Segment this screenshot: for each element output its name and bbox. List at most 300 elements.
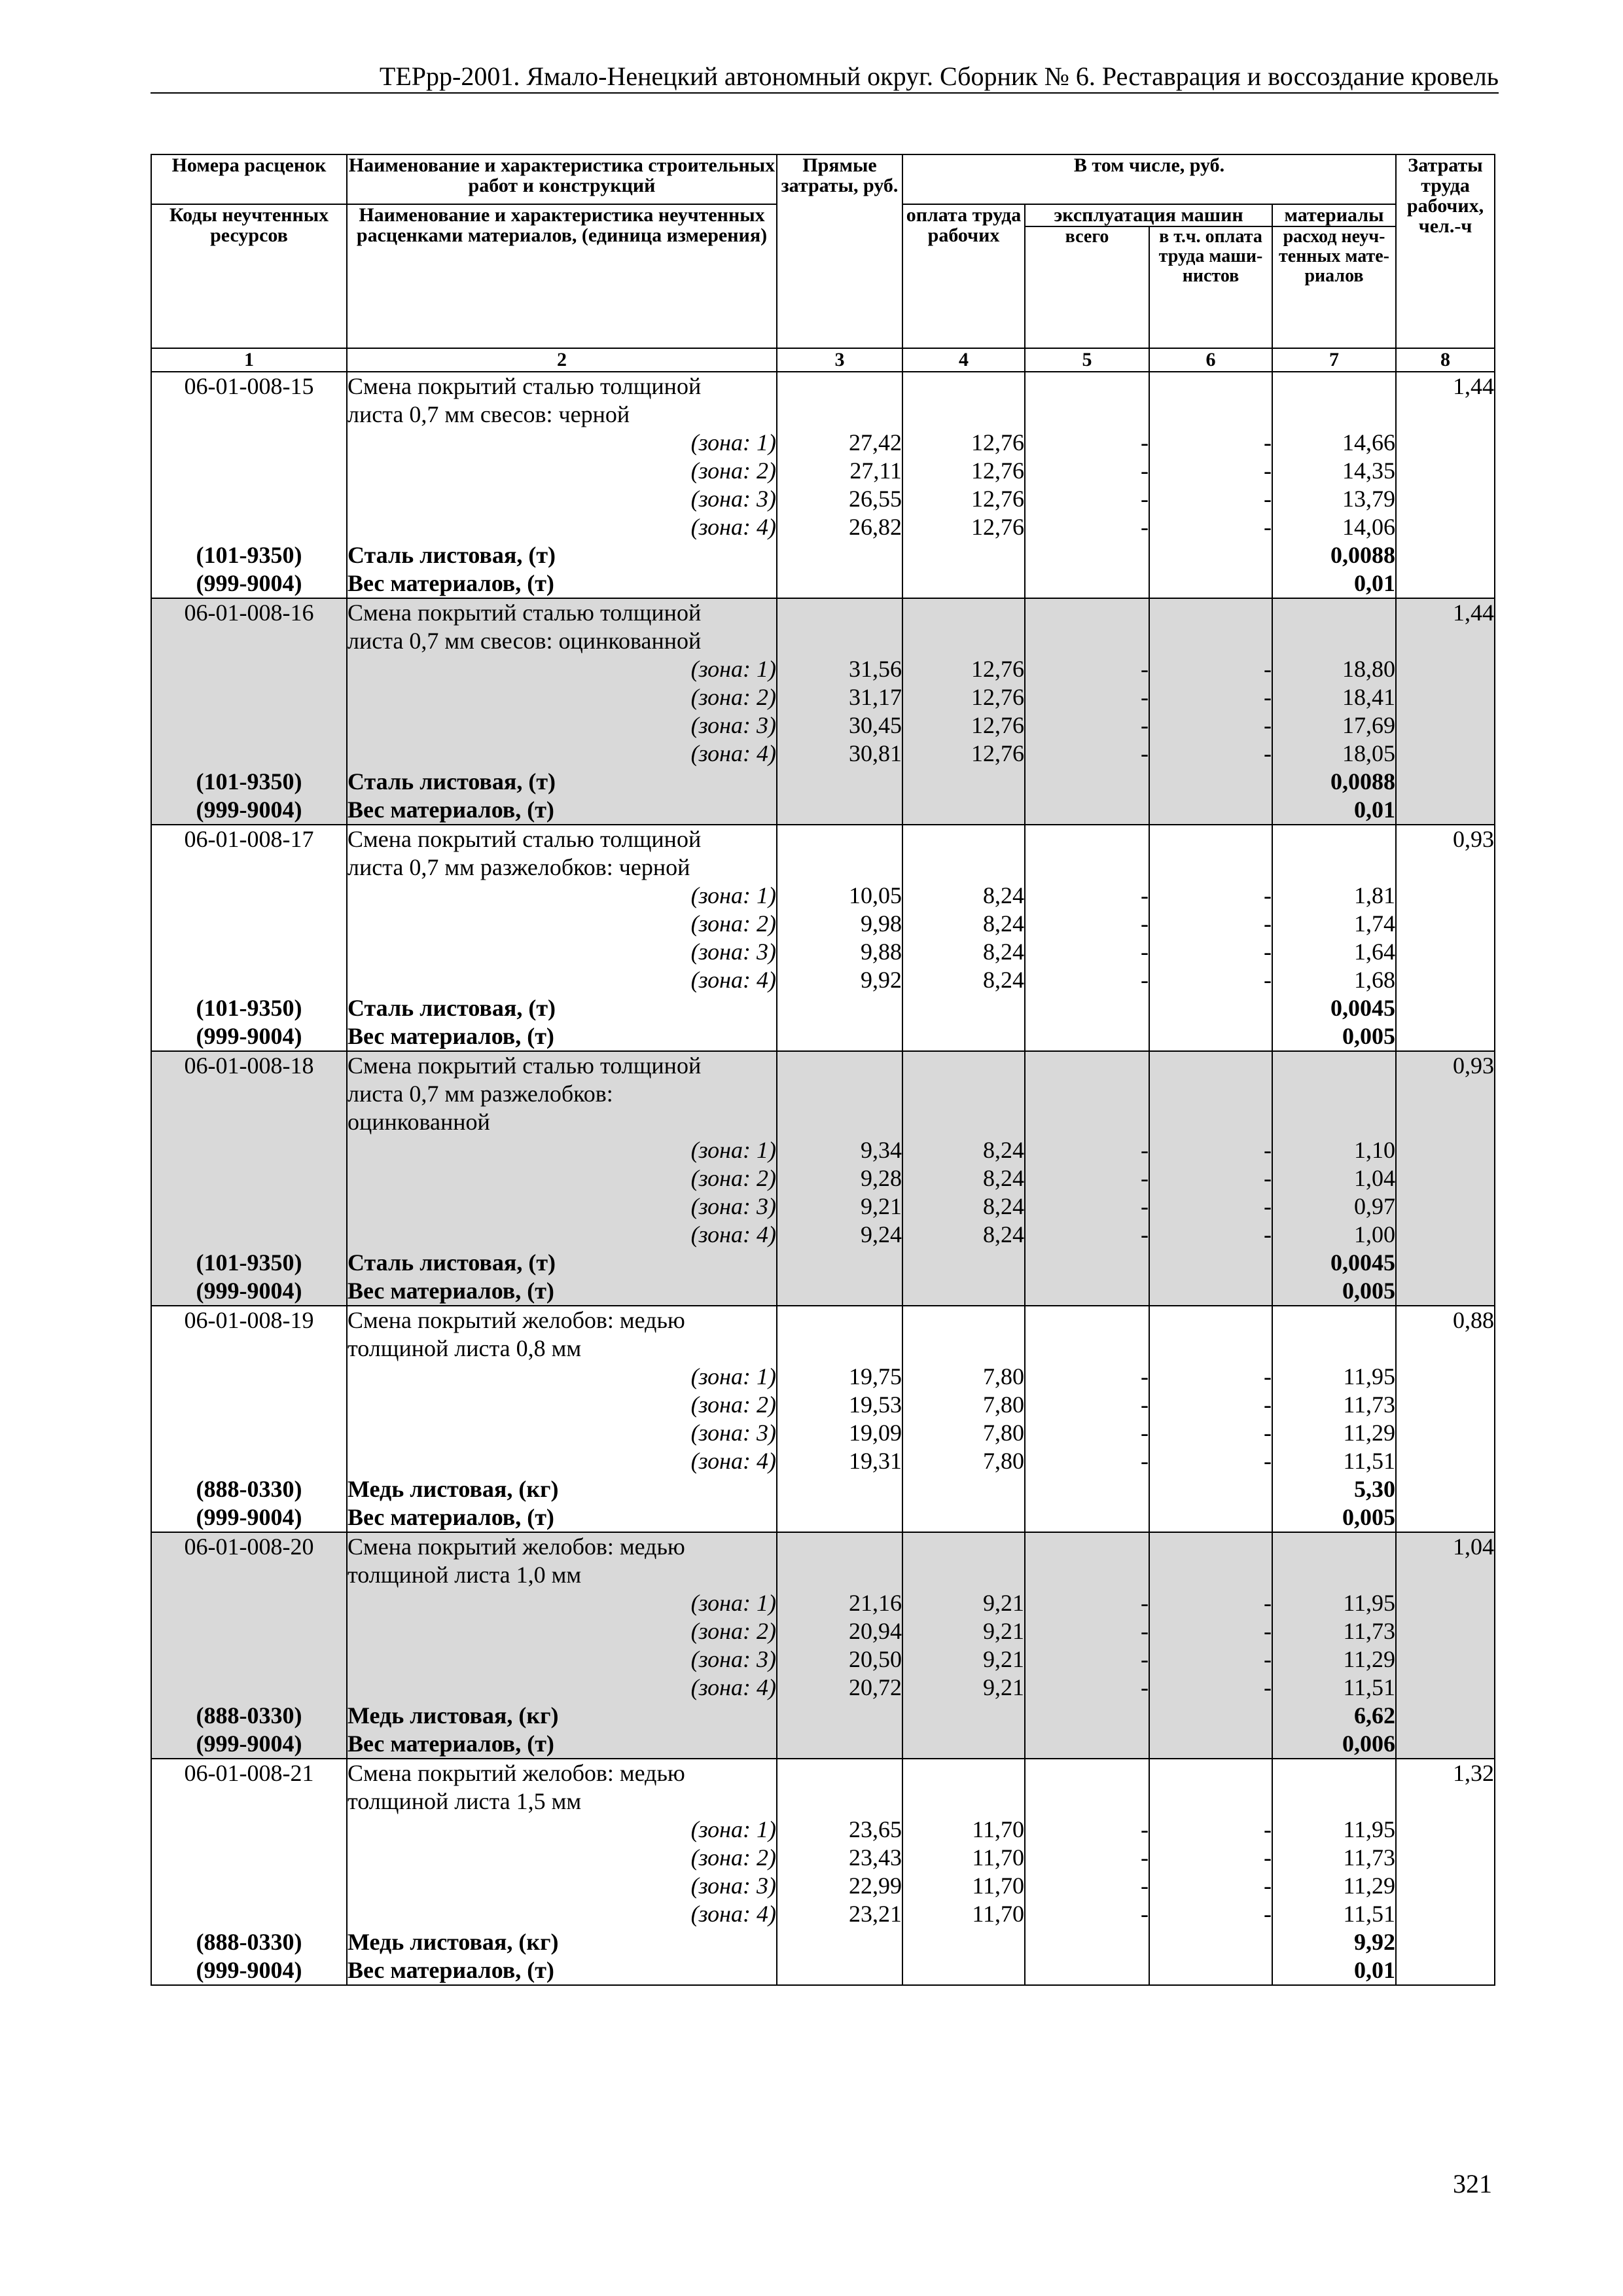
wages-cost: 8,24 (902, 966, 1025, 994)
machines-cost: - (1025, 1617, 1149, 1645)
zone-label: (зона: 4) (347, 513, 777, 541)
rate-description-line: Смена покрытий сталью толщиной (347, 372, 777, 401)
empty-cell (1025, 1532, 1149, 1561)
machinist-wages: - (1149, 740, 1272, 768)
materials-cost: 14,06 (1272, 513, 1396, 541)
resource-consumption: 0,01 (1272, 796, 1396, 825)
zone-label: (зона: 4) (347, 1447, 777, 1475)
machinist-wages: - (1149, 711, 1272, 740)
zone-label: (зона: 3) (347, 1419, 777, 1447)
empty-cell (1396, 1503, 1495, 1532)
direct-cost: 27,42 (777, 429, 902, 457)
empty-cell (1149, 372, 1272, 401)
header-machines-total: всего (1025, 226, 1149, 348)
wages-cost: 8,24 (902, 882, 1025, 910)
table-row (151, 401, 1495, 429)
empty-cell (1396, 938, 1495, 966)
empty-cell (777, 1475, 902, 1503)
direct-cost: 20,50 (777, 1645, 902, 1674)
rate-description-line: Смена покрытий желобов: медью (347, 1532, 777, 1561)
empty-cell (1149, 627, 1272, 655)
empty-cell (777, 1080, 902, 1108)
column-number: 7 (1272, 348, 1396, 372)
resource-consumption: 0,0088 (1272, 541, 1396, 569)
wages-cost: 9,21 (902, 1645, 1025, 1674)
empty-cell (1272, 853, 1396, 882)
empty-cell (1149, 1335, 1272, 1363)
materials-cost: 11,73 (1272, 1844, 1396, 1872)
materials-cost: 11,29 (1272, 1419, 1396, 1447)
rate-code: 06-01-008-20 (151, 1532, 347, 1561)
empty-cell (1396, 401, 1495, 429)
resource-consumption: 0,0088 (1272, 768, 1396, 796)
resource-code: (999-9004) (151, 1730, 347, 1759)
empty-cell (1149, 1249, 1272, 1277)
table-row (151, 711, 1495, 740)
empty-cell (902, 1306, 1025, 1335)
empty-cell (902, 1928, 1025, 1956)
empty-cell (902, 1475, 1025, 1503)
machines-cost: - (1025, 740, 1149, 768)
resource-code: (888-0330) (151, 1475, 347, 1503)
machines-cost: - (1025, 429, 1149, 457)
empty-cell (151, 1391, 347, 1419)
header-resource-codes: Коды неучтенных ресурсов (151, 204, 347, 348)
machinist-wages: - (1149, 429, 1272, 457)
materials-cost: 11,95 (1272, 1589, 1396, 1617)
empty-cell (902, 1022, 1025, 1051)
empty-cell (1149, 825, 1272, 853)
materials-cost: 11,51 (1272, 1674, 1396, 1702)
empty-cell (1396, 485, 1495, 513)
empty-cell (151, 1787, 347, 1816)
empty-cell (1149, 569, 1272, 598)
wages-cost: 7,80 (902, 1391, 1025, 1419)
empty-cell (1272, 825, 1396, 853)
header-direct-costs: Прямые затраты, руб. (777, 154, 902, 348)
empty-cell (1272, 1759, 1396, 1787)
machinist-wages: - (1149, 1816, 1272, 1844)
empty-cell (902, 1730, 1025, 1759)
empty-cell (1396, 1022, 1495, 1051)
materials-cost: 1,68 (1272, 966, 1396, 994)
direct-cost: 30,45 (777, 711, 902, 740)
resource-name: Вес материалов, (т) (347, 796, 777, 825)
resource-code: (999-9004) (151, 1022, 347, 1051)
empty-cell (1396, 627, 1495, 655)
empty-cell (1396, 1447, 1495, 1475)
table-row (151, 485, 1495, 513)
machines-cost: - (1025, 1193, 1149, 1221)
machinist-wages: - (1149, 1136, 1272, 1164)
wages-cost: 12,76 (902, 485, 1025, 513)
table-row (151, 1702, 1495, 1730)
direct-cost: 9,92 (777, 966, 902, 994)
table-row (151, 1816, 1495, 1844)
rate-code: 06-01-008-15 (151, 372, 347, 401)
direct-cost: 26,82 (777, 513, 902, 541)
empty-cell (777, 1928, 902, 1956)
wages-cost: 8,24 (902, 1221, 1025, 1249)
empty-cell (1396, 1956, 1495, 1985)
empty-cell (777, 1730, 902, 1759)
header-unaccounted-materials: расход неуч-тенных мате-риалов (1272, 226, 1396, 348)
rate-description-line: Смена покрытий сталью толщиной (347, 598, 777, 627)
empty-cell (777, 1335, 902, 1363)
empty-cell (1149, 1503, 1272, 1532)
table-row (151, 1447, 1495, 1475)
empty-cell (1396, 1645, 1495, 1674)
materials-cost: 1,00 (1272, 1221, 1396, 1249)
empty-cell (1396, 853, 1495, 882)
direct-cost: 19,31 (777, 1447, 902, 1475)
empty-cell (151, 1900, 347, 1928)
empty-cell (151, 1816, 347, 1844)
empty-cell (902, 1532, 1025, 1561)
machinist-wages: - (1149, 1872, 1272, 1900)
direct-cost: 9,88 (777, 938, 902, 966)
machinist-wages: - (1149, 1221, 1272, 1249)
header-labor: Затраты труда рабочих, чел.-ч (1396, 154, 1495, 348)
materials-cost: 1,04 (1272, 1164, 1396, 1193)
materials-cost: 0,97 (1272, 1193, 1396, 1221)
empty-cell (151, 401, 347, 429)
empty-cell (1396, 994, 1495, 1022)
direct-cost: 9,98 (777, 910, 902, 938)
wages-cost: 7,80 (902, 1447, 1025, 1475)
materials-cost: 1,74 (1272, 910, 1396, 938)
table-row (151, 1193, 1495, 1221)
empty-cell (1025, 1759, 1149, 1787)
empty-cell (1396, 1363, 1495, 1391)
empty-cell (1149, 1080, 1272, 1108)
column-number: 1 (151, 348, 347, 372)
machinist-wages: - (1149, 1193, 1272, 1221)
zone-label: (зона: 4) (347, 1221, 777, 1249)
table-row (151, 1335, 1495, 1363)
wages-cost: 11,70 (902, 1900, 1025, 1928)
table-row (151, 1164, 1495, 1193)
materials-cost: 17,69 (1272, 711, 1396, 740)
direct-cost: 26,55 (777, 485, 902, 513)
table-row (151, 1391, 1495, 1419)
wages-cost: 11,70 (902, 1816, 1025, 1844)
empty-cell (1025, 1335, 1149, 1363)
empty-cell (1025, 1108, 1149, 1136)
page-number: 321 (1453, 2169, 1492, 2198)
empty-cell (1272, 627, 1396, 655)
empty-cell (1396, 1900, 1495, 1928)
page-header-title: ТЕРрр-2001. Ямало-Ненецкий автономный округ. Сборник № 6. Реставрация и воссоздание кровель (379, 62, 1499, 91)
table-row (151, 768, 1495, 796)
empty-cell (151, 910, 347, 938)
empty-cell (1025, 401, 1149, 429)
machinist-wages: - (1149, 1391, 1272, 1419)
rate-code: 06-01-008-16 (151, 598, 347, 627)
table-row (151, 1136, 1495, 1164)
empty-cell (1396, 513, 1495, 541)
empty-cell (1025, 1503, 1149, 1532)
direct-cost: 21,16 (777, 1589, 902, 1617)
empty-cell (1272, 1561, 1396, 1589)
resource-consumption: 0,01 (1272, 1956, 1396, 1985)
empty-cell (151, 1617, 347, 1645)
table-row (151, 1532, 1495, 1561)
empty-cell (1272, 1532, 1396, 1561)
resource-code: (999-9004) (151, 1503, 347, 1532)
resource-code: (101-9350) (151, 541, 347, 569)
machinist-wages: - (1149, 1645, 1272, 1674)
machinist-wages: - (1149, 1844, 1272, 1872)
empty-cell (1396, 1080, 1495, 1108)
materials-cost: 11,73 (1272, 1617, 1396, 1645)
table-row (151, 429, 1495, 457)
resource-name: Вес материалов, (т) (347, 1503, 777, 1532)
empty-cell (1396, 541, 1495, 569)
empty-cell (1025, 598, 1149, 627)
empty-cell (151, 882, 347, 910)
empty-cell (902, 1051, 1025, 1080)
machines-cost: - (1025, 457, 1149, 485)
wages-cost: 12,76 (902, 683, 1025, 711)
machinist-wages: - (1149, 1589, 1272, 1617)
resource-name: Медь листовая, (кг) (347, 1702, 777, 1730)
empty-cell (1396, 910, 1495, 938)
empty-cell (1272, 1051, 1396, 1080)
empty-cell (902, 796, 1025, 825)
empty-cell (1396, 1335, 1495, 1363)
zone-label: (зона: 1) (347, 1816, 777, 1844)
wages-cost: 9,21 (902, 1674, 1025, 1702)
machines-cost: - (1025, 1816, 1149, 1844)
empty-cell (1396, 1221, 1495, 1249)
empty-cell (902, 1249, 1025, 1277)
empty-cell (902, 1956, 1025, 1985)
direct-cost: 19,53 (777, 1391, 902, 1419)
empty-cell (777, 401, 902, 429)
rate-description-line: Смена покрытий сталью толщиной (347, 825, 777, 853)
empty-cell (777, 796, 902, 825)
resource-name: Вес материалов, (т) (347, 569, 777, 598)
empty-cell (151, 1419, 347, 1447)
zone-label: (зона: 1) (347, 429, 777, 457)
machinist-wages: - (1149, 655, 1272, 683)
resource-consumption: 0,005 (1272, 1022, 1396, 1051)
empty-cell (151, 1108, 347, 1136)
column-number: 8 (1396, 348, 1495, 372)
materials-cost: 14,35 (1272, 457, 1396, 485)
table-row (151, 372, 1495, 401)
zone-label: (зона: 4) (347, 740, 777, 768)
empty-cell (777, 1249, 902, 1277)
table-row (151, 1108, 1495, 1136)
labor-cost: 0,88 (1396, 1306, 1495, 1335)
empty-cell (777, 1561, 902, 1589)
machines-cost: - (1025, 655, 1149, 683)
table-row (151, 994, 1495, 1022)
empty-cell (1396, 457, 1495, 485)
empty-cell (777, 768, 902, 796)
empty-cell (1025, 1702, 1149, 1730)
empty-cell (1396, 1391, 1495, 1419)
empty-cell (902, 1108, 1025, 1136)
empty-cell (777, 598, 902, 627)
wages-cost: 12,76 (902, 429, 1025, 457)
empty-cell (1396, 1730, 1495, 1759)
wages-cost: 11,70 (902, 1872, 1025, 1900)
empty-cell (1396, 1589, 1495, 1617)
empty-cell (151, 513, 347, 541)
machinist-wages: - (1149, 683, 1272, 711)
rate-code: 06-01-008-21 (151, 1759, 347, 1787)
column-number: 6 (1149, 348, 1272, 372)
direct-cost: 10,05 (777, 882, 902, 910)
header-wages: оплата труда рабочих (902, 204, 1025, 348)
rate-group (151, 372, 1495, 598)
resource-name: Медь листовая, (кг) (347, 1928, 777, 1956)
table-row (151, 1249, 1495, 1277)
materials-cost: 18,41 (1272, 683, 1396, 711)
resource-consumption: 0,0045 (1272, 1249, 1396, 1277)
empty-cell (1396, 1928, 1495, 1956)
table-row (151, 1306, 1495, 1335)
table-row (151, 1221, 1495, 1249)
table-row (151, 910, 1495, 938)
resource-code: (999-9004) (151, 1956, 347, 1985)
zone-label: (зона: 3) (347, 1645, 777, 1674)
header-machinist-wages: в т.ч. оплата труда маши-нистов (1149, 226, 1272, 348)
rate-description-line: Смена покрытий желобов: медью (347, 1306, 777, 1335)
empty-cell (777, 1787, 902, 1816)
empty-cell (1025, 1306, 1149, 1335)
direct-cost: 23,65 (777, 1816, 902, 1844)
machines-cost: - (1025, 1419, 1149, 1447)
empty-cell (777, 627, 902, 655)
empty-cell (1396, 882, 1495, 910)
empty-cell (1025, 796, 1149, 825)
empty-cell (777, 1702, 902, 1730)
empty-cell (1396, 1277, 1495, 1306)
direct-cost: 9,24 (777, 1221, 902, 1249)
empty-cell (1396, 1164, 1495, 1193)
empty-cell (1272, 1335, 1396, 1363)
wages-cost: 12,76 (902, 711, 1025, 740)
rate-description-line: листа 0,7 мм свесов: оцинкованной (347, 627, 777, 655)
empty-cell (1149, 994, 1272, 1022)
table-row (151, 1928, 1495, 1956)
empty-cell (777, 372, 902, 401)
machinist-wages: - (1149, 910, 1272, 938)
empty-cell (151, 627, 347, 655)
empty-cell (151, 1447, 347, 1475)
empty-cell (1272, 598, 1396, 627)
machines-cost: - (1025, 1589, 1149, 1617)
resource-code: (101-9350) (151, 994, 347, 1022)
direct-cost: 30,81 (777, 740, 902, 768)
labor-cost: 0,93 (1396, 825, 1495, 853)
header-rule (151, 92, 1499, 94)
empty-cell (1149, 541, 1272, 569)
header-materials: материалы (1272, 204, 1396, 226)
empty-cell (151, 711, 347, 740)
empty-cell (1396, 768, 1495, 796)
empty-cell (1025, 853, 1149, 882)
rate-description-line: толщиной листа 1,0 мм (347, 1561, 777, 1589)
table-row (151, 1956, 1495, 1985)
empty-cell (902, 768, 1025, 796)
empty-cell (1025, 372, 1149, 401)
resource-consumption: 0,005 (1272, 1277, 1396, 1306)
machines-cost: - (1025, 938, 1149, 966)
machinist-wages: - (1149, 1363, 1272, 1391)
zone-label: (зона: 4) (347, 966, 777, 994)
direct-cost: 20,72 (777, 1674, 902, 1702)
empty-cell (1025, 1730, 1149, 1759)
empty-cell (1396, 429, 1495, 457)
empty-cell (1272, 1108, 1396, 1136)
zone-label: (зона: 2) (347, 1164, 777, 1193)
empty-cell (1396, 1561, 1495, 1589)
empty-cell (902, 825, 1025, 853)
materials-cost: 11,51 (1272, 1447, 1396, 1475)
machines-cost: - (1025, 1363, 1149, 1391)
empty-cell (1396, 655, 1495, 683)
header-machine-operation: эксплуатация машин (1025, 204, 1272, 226)
machinist-wages: - (1149, 1164, 1272, 1193)
empty-cell (1149, 1306, 1272, 1335)
empty-cell (151, 1674, 347, 1702)
empty-cell (151, 683, 347, 711)
empty-cell (777, 994, 902, 1022)
empty-cell (902, 1787, 1025, 1816)
empty-cell (777, 569, 902, 598)
header-including: В том числе, руб. (902, 154, 1396, 204)
rate-group (151, 1532, 1495, 1759)
resource-name: Медь листовая, (кг) (347, 1475, 777, 1503)
resource-consumption: 0,01 (1272, 569, 1396, 598)
empty-cell (151, 1645, 347, 1674)
empty-cell (151, 1363, 347, 1391)
empty-cell (1025, 1928, 1149, 1956)
empty-cell (777, 1108, 902, 1136)
zone-label: (зона: 1) (347, 882, 777, 910)
labor-cost: 1,44 (1396, 598, 1495, 627)
empty-cell (777, 1532, 902, 1561)
empty-cell (151, 1136, 347, 1164)
zone-label: (зона: 3) (347, 1872, 777, 1900)
empty-cell (1025, 825, 1149, 853)
zone-label: (зона: 2) (347, 683, 777, 711)
resource-code: (101-9350) (151, 1249, 347, 1277)
rates-table (151, 154, 1495, 1986)
table-row (151, 655, 1495, 683)
empty-cell (1396, 966, 1495, 994)
table-row (151, 541, 1495, 569)
empty-cell (1396, 1816, 1495, 1844)
materials-cost: 11,95 (1272, 1363, 1396, 1391)
wages-cost: 12,76 (902, 457, 1025, 485)
rate-description-line: оцинкованной (347, 1108, 777, 1136)
rate-description-line: листа 0,7 мм свесов: черной (347, 401, 777, 429)
machines-cost: - (1025, 882, 1149, 910)
labor-cost: 1,44 (1396, 372, 1495, 401)
zone-label: (зона: 2) (347, 1391, 777, 1419)
machinist-wages: - (1149, 1674, 1272, 1702)
resource-consumption: 5,30 (1272, 1475, 1396, 1503)
machinist-wages: - (1149, 457, 1272, 485)
wages-cost: 7,80 (902, 1419, 1025, 1447)
empty-cell (902, 1080, 1025, 1108)
